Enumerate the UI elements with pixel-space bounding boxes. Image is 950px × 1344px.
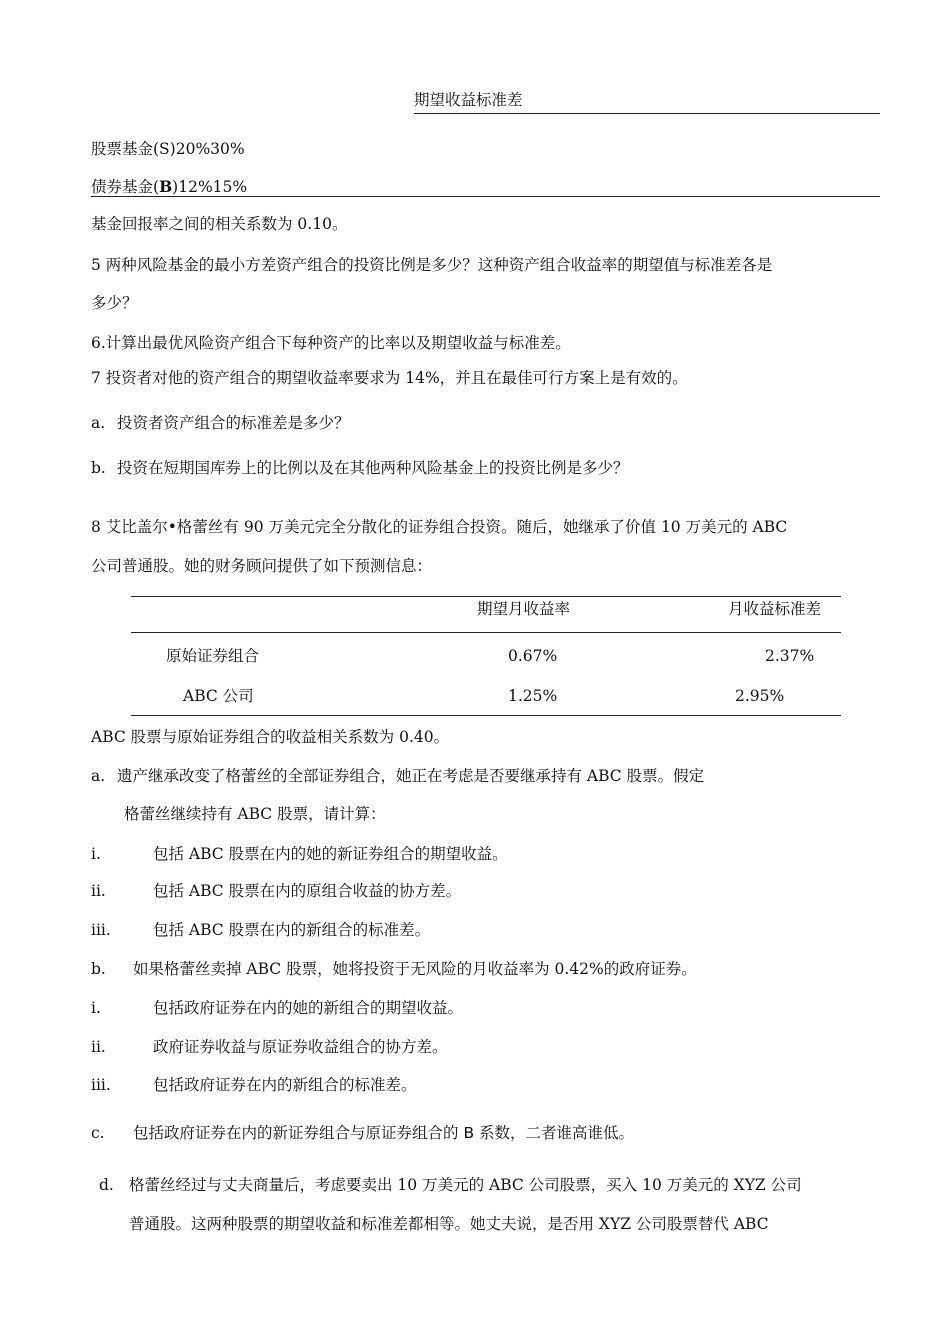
title-underline	[414, 113, 880, 114]
table-row-return: 1.25%	[508, 687, 558, 705]
abc-correlation: ABC 股票与原始证券组合的收益相关系数为 0.40。	[91, 728, 450, 746]
question-5-line-2: 多少？	[91, 294, 138, 312]
question-5-line-1: 5 两种风险基金的最小方差资产组合的投资比例是多少？这种资产组合收益率的期望值与标准差各是	[91, 256, 773, 274]
question-8b-ii-marker: ii.	[91, 1038, 106, 1056]
stock-fund-values: 20%30%	[175, 140, 245, 158]
bond-fund-line	[91, 177, 247, 197]
correlation-text: 基金回报率之间的相关系数为 0.10。	[91, 215, 348, 233]
question-8c-marker: c.	[91, 1124, 105, 1142]
question-8b-ii-text: 政府证券收益与原证券收益组合的协方差。	[153, 1038, 448, 1056]
question-7b-text: 投资在短期国库券上的比例以及在其他两种风险基金上的投资比例是多少？	[117, 459, 629, 477]
question-8b-i-marker: i.	[91, 999, 101, 1017]
question-8c-text	[133, 1123, 634, 1143]
question-7a-marker: a.	[91, 414, 106, 432]
question-8b-text: 如果格蕾丝卖掉 ABC 股票，她将投资于无风险的月收益率为 0.42%的政府证券。	[133, 960, 697, 978]
beta-symbol: B	[463, 1124, 475, 1142]
question-8-line-1: 8 艾比盖尔•格蕾丝有 90 万美元完全分散化的证券组合投资。随后，她继承了价值 10 万美元的 ABC	[91, 518, 788, 536]
stock-fund-label: 股票基金(S)	[91, 140, 176, 158]
question-8d-marker: d.	[99, 1176, 114, 1194]
question-7a-text: 投资者资产组合的标准差是多少？	[117, 414, 350, 432]
question-7b-marker: b.	[91, 459, 106, 477]
question-7: 7 投资者对他的资产组合的期望收益率要求为 14%，并且在最佳可行方案上是有效的。	[91, 369, 688, 387]
bond-fund-label-pre: 债券基金(	[91, 178, 160, 196]
bond-fund-values: 12%15%	[178, 178, 248, 196]
bond-fund-label-b: B	[159, 177, 173, 196]
table-header-rule	[131, 632, 841, 633]
question-8c-text-pre: 包括政府证券在内的新证券组合与原证券组合的	[133, 1124, 464, 1142]
bond-fund-label-post: )	[172, 178, 179, 196]
question-8c-text-post: 系数，二者谁高谁低。	[474, 1124, 635, 1142]
question-8-line-2: 公司普通股。她的财务顾问提供了如下预测信息：	[91, 557, 433, 575]
question-6: 6.计算出最优风险资产组合下每种资产的比率以及期望收益与标准差。	[91, 334, 571, 352]
table-header-expected-return: 期望月收益率	[477, 600, 571, 618]
question-8a-marker: a.	[91, 767, 106, 785]
question-8b-iii-marker: iii.	[91, 1076, 111, 1094]
page-title: 期望收益标准差	[414, 91, 523, 109]
question-8d-line-1: 格蕾丝经过与丈夫商量后，考虑要卖出 10 万美元的 ABC 公司股票，买入 10 万美元的 XYZ 公司	[129, 1176, 802, 1194]
question-8a-line-1: 遗产继承改变了格蕾丝的全部证券组合，她正在考虑是否要继承持有 ABC 股票。假定	[117, 767, 705, 785]
table-row-return: 0.67%	[508, 647, 558, 665]
stock-fund-line	[91, 139, 245, 159]
question-8a-i-marker: i.	[91, 845, 101, 863]
question-8a-i-text: 包括 ABC 股票在内的她的新证券组合的期望收益。	[153, 845, 508, 863]
table-bottom-rule	[131, 715, 841, 716]
question-8a-ii-text: 包括 ABC 股票在内的原组合收益的协方差。	[153, 882, 462, 900]
table-row-label: ABC 公司	[183, 687, 254, 705]
table-top-rule	[131, 596, 841, 597]
question-8a-iii-marker: iii.	[91, 921, 111, 939]
question-8a-ii-marker: ii.	[91, 882, 106, 900]
question-8b-marker: b.	[91, 960, 106, 978]
funds-divider	[91, 196, 880, 197]
table-row-std-dev: 2.37%	[765, 647, 815, 665]
question-8a-line-2: 格蕾丝继续持有 ABC 股票，请计算：	[124, 805, 386, 823]
question-8b-i-text: 包括政府证券在内的她的新组合的期望收益。	[153, 999, 464, 1017]
question-8a-iii-text: 包括 ABC 股票在内的新组合的标准差。	[153, 921, 431, 939]
table-header-std-dev: 月收益标准差	[728, 600, 822, 618]
table-row-label: 原始证券组合	[166, 647, 260, 665]
table-row-std-dev: 2.95%	[735, 687, 785, 705]
question-8b-iii-text: 包括政府证券在内的新组合的标准差。	[153, 1076, 417, 1094]
question-8d-line-2: 普通股。这两种股票的期望收益和标准差都相等。她丈夫说，是否用 XYZ 公司股票替代 ABC	[129, 1215, 769, 1233]
